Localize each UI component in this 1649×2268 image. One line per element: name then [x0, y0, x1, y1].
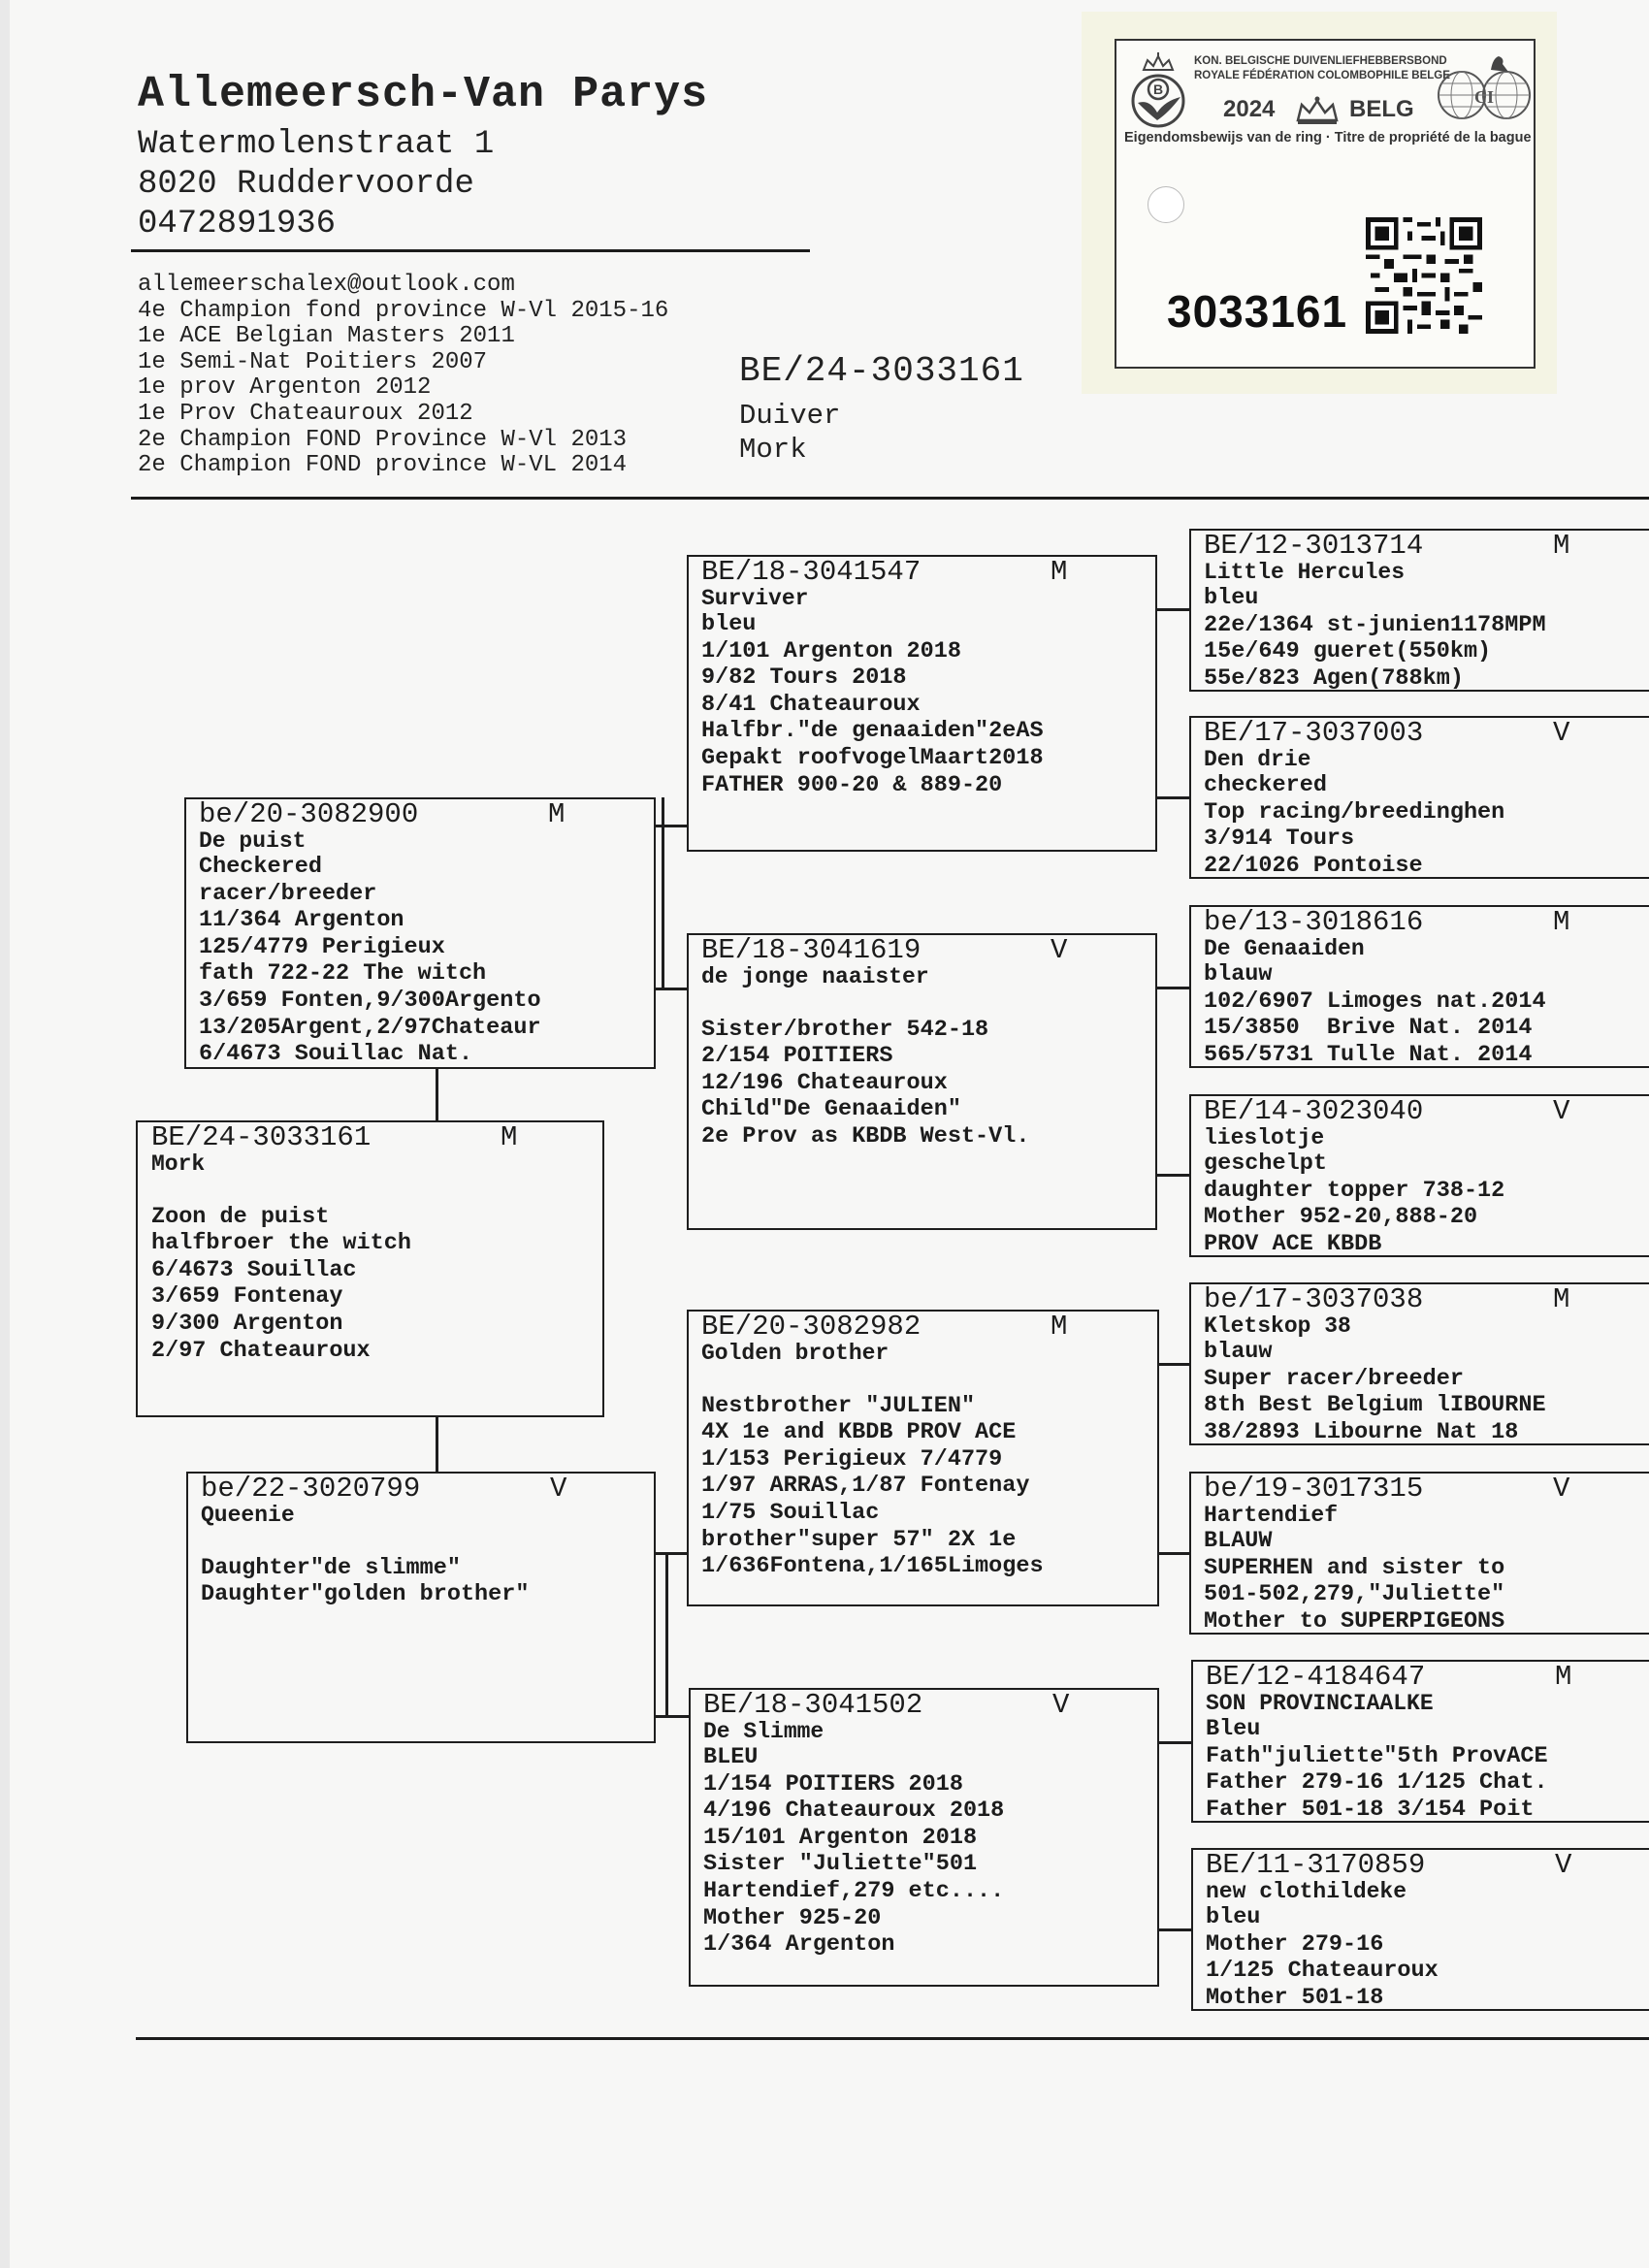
connector-line — [656, 1715, 690, 1718]
achievement: 1e Semi-Nat Poitiers 2007 — [138, 348, 488, 375]
ring-country: BELG — [1349, 96, 1414, 122]
ring-card-number: 3033161 — [1167, 286, 1348, 337]
sex-badge: V — [1553, 1095, 1570, 1127]
achievement: 1e Prov Chateauroux 2012 — [138, 400, 473, 427]
detail-line: 6/4673 Souillac — [151, 1256, 357, 1283]
detail-line: 22/1026 Pontoise — [1204, 852, 1423, 879]
sex-badge: M — [501, 1121, 518, 1153]
scan-edge — [0, 0, 10, 2268]
pigeon-name: SON PROVINCIAALKE — [1206, 1691, 1434, 1716]
pigeon-name: Den drie — [1204, 747, 1311, 772]
achievement: 2e Champion FOND province W-VL 2014 — [138, 452, 628, 479]
detail-line: Mother to SUPERPIGEONS — [1204, 1607, 1505, 1635]
detail-line: brother"super 57" 2X 1e — [701, 1526, 1017, 1553]
connector-line — [1158, 1741, 1192, 1744]
detail-line: 3/659 Fonten,9/300Argento — [199, 987, 541, 1014]
detail-line: racer/breeder — [199, 880, 377, 907]
sex-badge: M — [548, 798, 566, 830]
achievement: 2e Champion FOND Province W-Vl 2013 — [138, 426, 628, 453]
detail-line: 15e/649 gueret(550km) — [1204, 638, 1492, 665]
kbdb-logo-icon — [1130, 52, 1186, 128]
detail-line: 3/659 Fontenay — [151, 1283, 343, 1311]
fci-globe-logo-icon — [1437, 50, 1532, 124]
ring-number: BE/18-3041619 — [701, 934, 922, 966]
pedigree-box-father — [184, 797, 656, 1069]
ring-number: BE/18-3041547 — [701, 556, 922, 588]
detail-line: Daughter"golden brother" — [201, 1581, 530, 1608]
connector-line — [1158, 1552, 1190, 1555]
pigeon-name: de jonge naaister — [701, 964, 929, 989]
connector-line — [662, 988, 688, 990]
owner-city: 8020 Ruddervoorde — [138, 166, 474, 203]
detail-line: blauw — [1204, 961, 1273, 988]
ring-number: BE/11-3170859 — [1206, 1849, 1426, 1881]
ring-number: BE/18-3041502 — [703, 1689, 923, 1721]
pigeon-name: Little Hercules — [1204, 560, 1406, 585]
svg-text:B: B — [1152, 81, 1164, 97]
detail-line: bleu — [1206, 1904, 1261, 1930]
crown-icon — [1294, 95, 1341, 126]
pigeon-name: Kletskop 38 — [1204, 1313, 1351, 1339]
detail-line: 1/153 Perigieux 7/4779 — [701, 1445, 1003, 1473]
sex-badge: V — [1553, 1473, 1570, 1505]
detail-line: 8th Best Belgium lIBOURNE — [1204, 1392, 1546, 1419]
detail-line: Father 501-18 3/154 Poit — [1206, 1796, 1535, 1823]
ring-number: BE/12-3013714 — [1204, 530, 1424, 562]
ring-number: be/19-3017315 — [1204, 1473, 1424, 1505]
detail-line: Bleu — [1206, 1716, 1261, 1742]
detail-line: Mother 925-20 — [703, 1904, 882, 1931]
detail-line: PROV ACE KBDB — [1204, 1230, 1382, 1257]
detail-line: geschelpt — [1204, 1150, 1327, 1177]
detail-line: halfbroer the witch — [151, 1230, 411, 1257]
ring-number: be/22-3020799 — [201, 1473, 421, 1505]
sex-badge: V — [1553, 717, 1570, 749]
detail-line: 1/101 Argenton 2018 — [701, 637, 961, 664]
detail-line: Checkered — [199, 854, 322, 880]
svg-text:CI: CI — [1473, 87, 1495, 107]
sex-badge: M — [1553, 906, 1570, 938]
detail-line: FATHER 900-20 & 889-20 — [701, 771, 1003, 798]
detail-line: fath 722-22 The witch — [199, 960, 487, 988]
connector-line — [1156, 608, 1190, 611]
detail-line: 501-502,279,"Juliette" — [1204, 1581, 1505, 1608]
detail-line: 1/125 Chateauroux — [1206, 1958, 1439, 1985]
owner-details — [138, 273, 668, 479]
owner-name: Allemeersch-Van Parys — [138, 70, 709, 119]
connector-line — [1156, 987, 1190, 989]
pedigree-box-mm-mother — [1191, 1848, 1649, 2011]
achievement: 1e prov Argenton 2012 — [138, 374, 432, 402]
achievement: 1e ACE Belgian Masters 2011 — [138, 323, 515, 350]
detail-line: Halfbr."de genaaiden"2eAS — [701, 718, 1044, 745]
sex-badge: V — [550, 1473, 567, 1505]
owner-phone: 0472891936 — [138, 206, 337, 243]
connector-line — [656, 1552, 688, 1555]
pigeon-name: Queenie — [201, 1503, 295, 1528]
detail-line: Daughter"de slimme" — [201, 1554, 461, 1581]
pedigree-bottom-divider — [136, 2037, 1649, 2040]
detail-line: 1/364 Argenton — [703, 1931, 895, 1959]
ring-number: be/17-3037038 — [1204, 1283, 1424, 1315]
detail-line: 38/2893 Libourne Nat 18 — [1204, 1418, 1519, 1445]
detail-line: 55e/823 Agen(788km) — [1204, 664, 1464, 692]
header-divider — [131, 249, 810, 252]
connector-line — [1156, 1174, 1190, 1177]
detail-line: 125/4779 Perigieux — [199, 933, 445, 960]
subject-ring-number: BE/24-3033161 — [739, 351, 1024, 391]
pigeon-name: De puist — [199, 828, 307, 854]
detail-line: 4/196 Chateauroux 2018 — [703, 1798, 1005, 1825]
pedigree-box-subject — [136, 1120, 604, 1417]
detail-line: 13/205Argent,2/97Chateaur — [199, 1014, 541, 1041]
detail-line: Child"De Genaaiden" — [701, 1096, 961, 1123]
pedigree-box-mf-mother — [1189, 1472, 1649, 1635]
owner-email: allemeerschalex@outlook.com — [138, 272, 515, 298]
ring-number: BE/24-3033161 — [151, 1121, 372, 1153]
qr-code-icon — [1365, 217, 1483, 334]
connector-line — [665, 1552, 668, 1717]
detail-line: BLEU — [703, 1744, 759, 1770]
ring-number: BE/17-3037003 — [1204, 717, 1424, 749]
ring-number: BE/14-3023040 — [1204, 1095, 1424, 1127]
pedigree-box-ff-mother — [1189, 716, 1649, 879]
detail-line: Top racing/breedinghen — [1204, 798, 1505, 826]
sex-badge: V — [1052, 1689, 1070, 1721]
owner-street: Watermolenstraat 1 — [138, 126, 495, 163]
detail-line: 9/82 Tours 2018 — [701, 664, 907, 692]
detail-line: 15/101 Argenton 2018 — [703, 1824, 978, 1851]
ring-number: be/20-3082900 — [199, 798, 419, 830]
ring-number: be/13-3018616 — [1204, 906, 1424, 938]
ring-year: 2024 — [1223, 96, 1276, 122]
subject-name: Mork — [739, 434, 807, 466]
pigeon-name: Golden brother — [701, 1341, 889, 1366]
detail-line: 12/196 Chateauroux — [701, 1069, 948, 1096]
connector-line — [436, 1416, 438, 1473]
connector-line — [1158, 1363, 1190, 1366]
detail-line — [201, 1528, 654, 1555]
connector-line — [1156, 796, 1190, 799]
sex-badge: M — [1555, 1661, 1572, 1693]
ring-number: BE/20-3082982 — [701, 1311, 922, 1343]
pedigree-top-divider — [131, 497, 1649, 500]
detail-line: Sister "Juliette"501 — [703, 1851, 978, 1878]
detail-line: 15/3850 Brive Nat. 2014 — [1204, 1015, 1533, 1042]
ring-number: BE/12-4184647 — [1206, 1661, 1426, 1693]
detail-line: 1/75 Souillac — [701, 1499, 880, 1526]
ring-card-frame — [1115, 39, 1536, 369]
detail-line: 102/6907 Limoges nat.2014 — [1204, 988, 1546, 1015]
detail-line: 2/154 POITIERS — [701, 1043, 893, 1070]
pedigree-box-fm-father — [1189, 905, 1649, 1068]
detail-line — [151, 1177, 602, 1204]
connector-line — [1158, 1928, 1192, 1931]
sex-badge: V — [1555, 1849, 1572, 1881]
sex-badge: M — [1553, 530, 1570, 562]
detail-line: SUPERHEN and sister to — [1204, 1554, 1505, 1581]
detail-line: 8/41 Chateauroux — [701, 691, 921, 718]
detail-line: checkered — [1204, 772, 1327, 798]
detail-line: 1/154 POITIERS 2018 — [703, 1770, 963, 1798]
detail-line: 2e Prov as KBDB West-Vl. — [701, 1122, 1030, 1150]
pedigree-box-fm-mother — [1189, 1094, 1649, 1257]
detail-line: 11/364 Argenton — [199, 907, 404, 934]
detail-line: 6/4673 Souillac Nat. — [199, 1041, 473, 1068]
sex-badge: M — [1051, 556, 1068, 588]
pigeon-name: lieslotje — [1204, 1125, 1325, 1150]
detail-line: Gepakt roofvogelMaart2018 — [701, 744, 1044, 771]
detail-line: bleu — [1204, 585, 1259, 611]
detail-line: 1/636Fontena,1/165Limoges — [701, 1553, 1044, 1580]
detail-line: Mother 501-18 — [1206, 1984, 1384, 2011]
ring-card-title: Eigendomsbewijs van de ring · Titre de propriété de la bague — [1124, 130, 1532, 146]
pedigree-box-maternal-grandfather — [687, 1310, 1159, 1606]
pigeon-name: De Slimme — [703, 1719, 824, 1744]
detail-line: 2/97 Chateauroux — [151, 1337, 371, 1364]
subject-sex: Duiver — [739, 400, 841, 432]
detail-line: daughter topper 738-12 — [1204, 1177, 1505, 1204]
detail-line: 9/300 Argenton — [151, 1310, 343, 1337]
detail-line: 4X 1e and KBDB PROV ACE — [701, 1419, 1017, 1446]
detail-line: Hartendief,279 etc.... — [703, 1877, 1005, 1904]
detail-line: blauw — [1204, 1339, 1273, 1365]
pedigree-box-paternal-grandfather — [687, 555, 1157, 852]
detail-line: Super racer/breeder — [1204, 1365, 1464, 1392]
pedigree-box-maternal-grandmother — [689, 1688, 1159, 1987]
achievement: 4e Champion fond province W-Vl 2015-16 — [138, 297, 669, 324]
detail-line: Father 279-16 1/125 Chat. — [1206, 1769, 1548, 1797]
sex-badge: M — [1051, 1311, 1068, 1343]
detail-line — [701, 1366, 1157, 1393]
pigeon-name: De Genaaiden — [1204, 936, 1365, 961]
detail-line: Zoon de puist — [151, 1203, 330, 1230]
detail-line — [701, 989, 1155, 1017]
ring-ownership-card — [1082, 12, 1557, 394]
detail-line: Sister/brother 542-18 — [701, 1016, 989, 1043]
pedigree-box-paternal-grandmother — [687, 933, 1157, 1230]
pigeon-name: Hartendief — [1204, 1503, 1339, 1528]
federation-name: KON. BELGISCHE DUIVENLIEFHEBBERSBOND ROYALE FÉDÉRATION COLOMBOPHILE BELGE — [1194, 55, 1450, 81]
detail-line: Mother 952-20,888-20 — [1204, 1204, 1478, 1231]
pigeon-name: new clothildeke — [1206, 1879, 1407, 1904]
detail-line: 565/5731 Tulle Nat. 2014 — [1204, 1041, 1533, 1068]
sex-badge: M — [1553, 1283, 1570, 1315]
pedigree-box-mm-father — [1191, 1660, 1649, 1823]
detail-line: 1/97 ARRAS,1/87 Fontenay — [701, 1473, 1030, 1500]
detail-line: Fath"juliette"5th ProvACE — [1206, 1742, 1548, 1769]
detail-line: BLAUW — [1204, 1528, 1273, 1554]
detail-line: bleu — [701, 611, 757, 637]
detail-line: 22e/1364 st-junien1178MPM — [1204, 611, 1546, 638]
sex-badge: V — [1051, 934, 1068, 966]
punch-hole — [1148, 186, 1184, 223]
pedigree-box-mf-father — [1189, 1282, 1649, 1445]
connector-line — [662, 825, 688, 827]
detail-line: Nestbrother "JULIEN" — [701, 1392, 976, 1419]
detail-line: Mother 279-16 — [1206, 1930, 1384, 1958]
pigeon-name: Mork — [151, 1151, 206, 1177]
pigeon-name: Surviver — [701, 586, 809, 611]
detail-line: 3/914 Tours — [1204, 826, 1355, 853]
pedigree-box-mother — [186, 1472, 656, 1743]
connector-line — [436, 1067, 438, 1121]
pedigree-box-ff-father — [1189, 529, 1649, 692]
